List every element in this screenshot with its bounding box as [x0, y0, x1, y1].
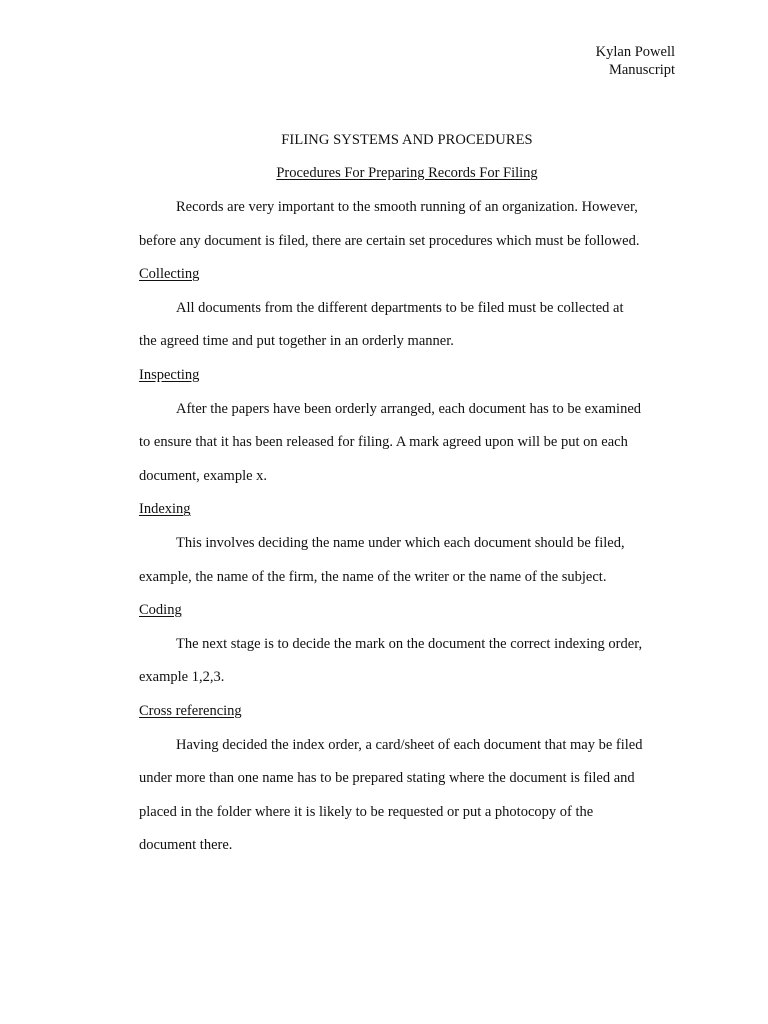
- section-text-line: After the papers have been orderly arranged, each document has to be examined: [176, 400, 641, 417]
- section-text-line: Having decided the index order, a card/sheet of each document that may be filed: [176, 736, 643, 753]
- section-text-line: the agreed time and put together in an orderly manner.: [139, 333, 454, 350]
- section-text-line: example 1,2,3.: [139, 669, 225, 686]
- section-heading-collecting: Collecting: [139, 266, 200, 283]
- document-title: FILING SYSTEMS AND PROCEDURES: [281, 132, 533, 148]
- section-heading-cross-referencing: Cross referencing: [139, 702, 242, 719]
- section-text-line: document there.: [139, 837, 233, 854]
- author-name: Kylan Powell: [595, 44, 675, 60]
- intro-line: Records are very important to the smooth running of an organization. However,: [176, 199, 638, 215]
- document-subtitle: Procedures For Preparing Records For Filing: [276, 165, 538, 181]
- section-text-line: under more than one name has to be prepared stating where the document is filed and: [139, 770, 635, 787]
- section-text-line: The next stage is to decide the mark on the document the correct indexing order,: [176, 635, 643, 652]
- section-heading-indexing: Indexing: [139, 501, 191, 518]
- section-text-line: example, the name of the firm, the name of the writer or the name of the subject.: [139, 568, 607, 585]
- section-text-line: document, example x.: [139, 467, 268, 484]
- section-text-line: This involves deciding the name under which each document should be filed,: [176, 534, 625, 551]
- intro-line: before any document is filed, there are certain set procedures which must be followed.: [139, 232, 640, 249]
- section-heading-coding: Coding: [139, 602, 182, 619]
- document-body: [139, 197, 679, 869]
- page-header: [596, 43, 675, 79]
- document-type: Manuscript: [608, 62, 675, 78]
- section-text-line: to ensure that it has been released for filing. A mark agreed upon will be put on each: [139, 434, 628, 451]
- section-text-line: All documents from the different departments to be filed must be collected at: [176, 299, 624, 316]
- section-text-line: placed in the folder where it is likely to be requested or put a photocopy of the: [139, 803, 594, 820]
- section-heading-inspecting: Inspecting: [139, 366, 200, 383]
